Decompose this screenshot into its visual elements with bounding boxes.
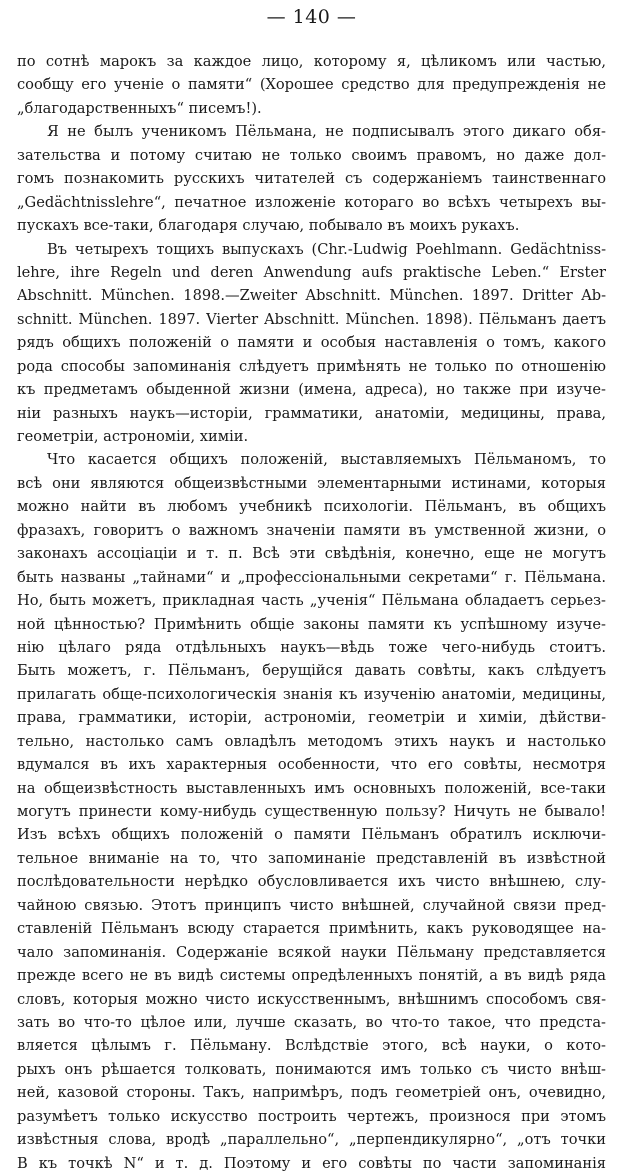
- text-line: ставленій Пёльманъ всюду старается примѣнить, какъ руководящее на-: [17, 920, 606, 938]
- text-line: можно найти въ любомъ учебникѣ психологіи. Пёльманъ, въ общихъ: [17, 498, 606, 516]
- text-line: Изъ всѣхъ общихъ положеній о памяти Пёльманъ обратилъ исключи-: [17, 826, 606, 844]
- text-line: къ предметамъ обыденной жизни (имена, адреса), но также при изуче-: [17, 381, 606, 399]
- text-line: сообщу его ученіе о памяти“ (Хорошее средство для предупрежденія не: [17, 76, 606, 94]
- text-line: быть названы „тайнами“ и „профессіональными секретами“ г. Пёльмана.: [17, 568, 606, 586]
- text-line: ніи разныхъ наукъ—исторіи, грамматики, анатоміи, медицины, права,: [17, 404, 606, 422]
- text-line: вдумался въ ихъ характерныя особенности, что его совѣты, несмотря: [17, 756, 606, 774]
- text-line: нію цѣлаго ряда отдѣльныхъ наукъ—вѣдь тоже чего-нибудь стоитъ.: [17, 638, 606, 656]
- text-line: права, грамматики, исторіи, астрономіи, геометріи и химіи, дѣйстви-: [17, 709, 606, 727]
- text-line: прилагать обще-психологическія знанія къ изученію анатоміи, медицины,: [17, 685, 606, 703]
- text-line: разумѣетъ только искусство построить чертежъ, произнося при этомъ: [17, 1107, 606, 1125]
- text-line: прежде всего не въ видѣ системы опредѣленныхъ понятій, а въ видѣ ряда: [17, 967, 606, 985]
- text-body: [17, 50, 606, 1175]
- text-line: фразахъ, говоритъ о важномъ значеніи памяти въ умственной жизни, о: [17, 521, 606, 539]
- text-line: послѣдовательности нерѣдко обусловливается ихъ чисто внѣшнею, слу-: [17, 873, 606, 891]
- text-line: словъ, которыя можно чисто искусственнымъ, внѣшнимъ способомъ свя-: [17, 990, 606, 1008]
- text-line: „благодарственныхъ“ писемъ!).: [17, 99, 262, 117]
- text-line: всѣ они являются общеизвѣстными элементарными истинами, которыя: [17, 474, 606, 492]
- text-line: Я не былъ ученикомъ Пёльмана, не подписывалъ этого дикаго обя-: [47, 123, 606, 141]
- text-line: „Gedächtnisslehre“, печатное изложеніе котораго во всѣхъ четырехъ вы-: [17, 193, 606, 211]
- text-line: рода способы запоминанія слѣдуетъ примѣнять не только по отношенію: [17, 357, 606, 375]
- paragraph: [17, 448, 606, 1175]
- text-line: извѣстныя слова, вродѣ „параллельно“, „перпендикулярно“, „отъ точки: [17, 1131, 606, 1149]
- text-line: чало запоминанія. Содержаніе всякой науки Пёльману представляется: [17, 943, 606, 961]
- text-line: рыхъ онъ рѣшается толковать, понимаются имъ только съ чисто внѣш-: [17, 1060, 606, 1078]
- text-line: чайною связью. Этотъ принципъ чисто внѣшней, случайной связи пред-: [17, 896, 606, 914]
- text-line: В къ точкѣ N“ и т. д. Поэтому и его совѣты по части запоминанія: [17, 1154, 606, 1172]
- text-line: Но, быть можетъ, прикладная часть „ученія“ Пёльмана обладаетъ серьез-: [17, 592, 606, 610]
- text-line: законахъ ассоціаціи и т. п. Всѣ эти свѣдѣнія, конечно, еще не могутъ: [17, 545, 606, 563]
- paragraph: [17, 50, 606, 120]
- text-line: ней, казовой стороны. Такъ, напримѣръ, подъ геометріей онъ, очевидно,: [17, 1084, 606, 1102]
- text-line: Быть можетъ, г. Пёльманъ, берущійся давать совѣты, какъ слѣдуетъ: [17, 662, 606, 680]
- text-line: вляется цѣлымъ г. Пёльману. Вслѣдствіе этого, всѣ науки, о кото-: [17, 1037, 606, 1055]
- text-line: schnitt. München. 1897. Vierter Abschnitt. München. 1898). Пёльманъ даетъ: [17, 310, 606, 328]
- text-line: Что касается общихъ положеній, выставляемыхъ Пёльманомъ, то: [47, 451, 606, 469]
- text-line: тельное вниманіе на то, что запоминаніе представленій въ извѣстной: [17, 849, 606, 867]
- paragraph: [17, 120, 606, 237]
- page-number: — 140 —: [266, 6, 357, 28]
- text-line: зательства и потому считаю не только своимъ правомъ, но даже дол-: [17, 146, 606, 164]
- text-line: на общеизвѣстность выставленныхъ имъ основныхъ положеній, все-таки: [17, 779, 606, 797]
- text-line: гомъ познакомить русскихъ читателей съ содержаніемъ таинственнаго: [17, 170, 606, 188]
- text-line: по сотнѣ марокъ за каждое лицо, которому я, цѣликомъ или частью,: [17, 53, 606, 70]
- paragraph: [17, 238, 606, 449]
- text-line: ной цѣнностью? Примѣнить общіе законы памяти къ успѣшному изуче-: [17, 615, 606, 633]
- text-line: зать во что-то цѣлое или, лучше сказать, во что-то такое, что предста-: [17, 1013, 606, 1031]
- text-line: lehre, ihre Regeln und deren Anwendung aufs praktische Leben.“ Erster: [17, 263, 606, 281]
- text-line: пускахъ все-таки, благодаря случаю, побывало въ моихъ рукахъ.: [17, 217, 520, 235]
- text-line: Въ четырехъ тощихъ выпускахъ (Chr.-Ludwig Poehlmann. Gedächtniss-: [47, 240, 606, 258]
- text-line: геометріи, астрономіи, химіи.: [17, 428, 249, 445]
- text-line: тельно, настолько самъ овладѣлъ методомъ этихъ наукъ и настолько: [17, 732, 606, 750]
- text-line: рядъ общихъ положеній о памяти и особыя наставленія о томъ, какого: [17, 334, 606, 352]
- text-line: Abschnitt. München. 1898.—Zweiter Abschnitt. München. 1897. Dritter Ab-: [17, 287, 606, 305]
- text-line: могутъ принести кому-нибудь существенную пользу? Ничуть не бывало!: [17, 803, 606, 820]
